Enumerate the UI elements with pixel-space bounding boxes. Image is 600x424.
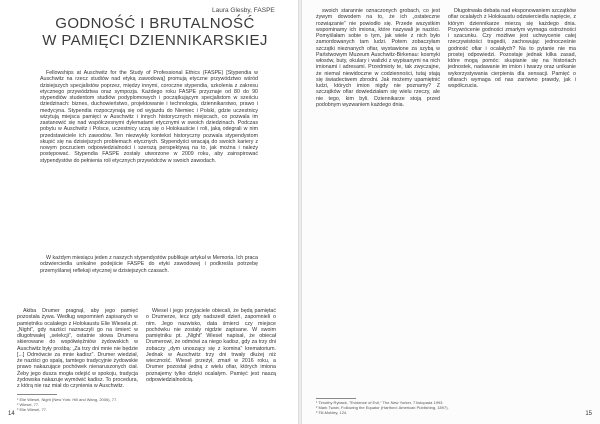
body-column-1 bbox=[17, 308, 138, 389]
body-column-4 bbox=[448, 8, 576, 89]
lead-paragraph bbox=[40, 70, 258, 167]
right-page bbox=[212, 0, 600, 424]
body-text: Wiesel i jego przyjaciele obiecali, że będą pamiętać o Drumerze, lecz gdy nadszedł dzień, zapomnieli o nim. Jego nazwisko, data śmierci czy miejsce pochówku nie zostały nigdzie zapisane. W swoim pamiętniku pt. „Night” Wiesel napisał, że obiecał Drumerowi, że odmówi za niego kadisz, gdy za trzy dni zobaczy „dym unoszący się z komina” krematorium. Jednak w Auschwitz trzy dni trwały dłużej niż wieczność. Wiesel przeżył, zmarł w 2016 roku, a Drumer pozostał jedną z wielu ofiar, których imiona poznajemy tylko dzięki ocalałym. Pamięć jest naszą odpowiedzialnością. bbox=[146, 308, 276, 383]
page-number-right: 15 bbox=[585, 411, 592, 417]
article-title bbox=[40, 15, 270, 49]
left-page bbox=[0, 0, 298, 424]
footnote: ¹ Timothy Ryback, "Evidence of Evil," The New Yorker, 7 listopada 1993. bbox=[316, 400, 444, 405]
author-byline: Laura Glesby, FASPE bbox=[212, 7, 275, 14]
footnote: ³ Tili-Mobley, 124. bbox=[316, 410, 348, 415]
footnote-rule bbox=[17, 394, 57, 395]
lead-text-2: W każdym miesiącu jeden z naszych stypendystów publikuje artykuł w Memoria. Ich praca odzwierciedla unikalne podejście FASPE do etyki zawodowej i podkreśla potrzebę przemyślanej refleksji etycznej w dzisiejszych czasach. bbox=[40, 255, 258, 274]
body-column-2 bbox=[146, 308, 276, 383]
footnote: ² Wiesel, 77. bbox=[17, 402, 40, 407]
lead-text: Fellowships at Auschwitz for the Study of Professional Ethics (FASPE) [Stypendia w Auschwitz na rzecz studiów nad etyką zawodową] promują etyczne przywództwo wśród dzisiejszych specjalistów poprzez, między innymi, coroczne stypendia, szkolenia z zakresu etycznego przywództwa oraz sympozja. Każdego roku FASPE przyznaje od 80 do 90 stypendiów studentom studiów podyplomowych i początkującym specjalistom w sześciu dziedzinach: biznes, duchowieństwo, projektowanie i technologia, dziennikarstwo, prawo i medycyna. Stypendia rozpoczynają się od wyjazdu do Niemiec i Polski, gdzie uczestnicy wizytują miejsca pamięci w Auschwitz i innych historycznych miejscach, co pozwala im zastanowić się nad współczesnymi dylematami etycznymi w swoich dziedzinach. Podczas pobytu w Auschwitz i Polsce, uczestnicy uczą się o Holokauście i roli, jaką odegrali w nim przedstawiciele ich zawodów. Ten niezwykły kontekst historyczny pozwala stypendystom skupić się na dzisiejszych problemach etycznych. Stypendyści wracają do swoich kariery z nowym poczuciem odpowiedzialności i szerszą perspektywą na to, jak można i należy postępować. Stypendia FASPE zostały utworzone w 2009 roku, aby zainspirować stypendystów do pełnienia roli etycznych przywódców w swoich zawodach. bbox=[40, 70, 258, 164]
title-line-2: W PAMIĘCI DZIENNIKARSKIEJ bbox=[42, 32, 268, 49]
footnotes-left bbox=[17, 397, 137, 412]
body-text: swoich starannie oznaczonych grobach, co jest żywym dowodem na to, że ich „ostateczne rozwiązanie” nie powiodło się. Przede wszystkim wspominamy ich imiona, które nazywali je naziści. Pomyślałam sobie o tym, jak wiele z nich było zamordowanych tam ludzi. Potem zobaczyłam szczątki nieznanych ofiar, wystawione za szybą w Państwowym Muzeum Auschwitz-Birkenau: kosmyki włosów, buty, okulary i walizki z wypisanymi na nich imionami i adresami. Przedmioty te, tak zwyczajne, że niemal niewidoczne w codzienności, tutaj stają się świadectwem zbrodni. Jak możemy upamiętnić ludzi, których imion nigdy nie poznamy? Z szczątków ofiar dowiedziałam się wielu rzeczy, ale nie tego, kim byli. Dziennikarze stoją przed podobnym wyzwaniem każdego dnia. bbox=[316, 8, 440, 108]
page-number-left: 14 bbox=[8, 411, 15, 417]
footnotes-right bbox=[316, 400, 576, 415]
body-text: Akiba Drumer pragnął, aby jego pamięć pozostała żywa. Według wspomnień zapisanych w pamiętniku ocalałego z Holokaustu Elie Wiesela pt. „Night”, gdy naziści naznaczyli go na śmierć w dlugotrwałej „selekcji”, ostatnie słowa Drumera skierowane do współwięźniów żydowskich w Auschwitz były prośbą: „Za trzy dni mnie nie będzie [...] Odmówcie za mnie kadisz”. Drumer wiedział, że naziści go spalą, tamtego tradycyjnie żydowskie prawo nakazujące pochówek nienaruszonych ciał. Żeby jego dusza mogła odejść w spokoju, tradycja żydowska nakazuje wymówić kadisz. To procedura, z którą nie raz miał do czynienia w Auschwitz. bbox=[17, 308, 138, 389]
title-line-1: GODNOŚĆ I BRUTALNOŚĆ bbox=[55, 15, 255, 32]
body-text: Długotrwała debata nad eksponowaniem szczątków ofiar ocalałych z Holokaustu odzwierciedla napięcie, z którym dziennikarze mierzą się każdego dnia. Przywrócenie godności zmarłym wymaga ostrożności i szacunku. Czy możliwe jest uchwycenie całej rzeczywistości tragedii, zachowując jednocześnie godność ofiar i ocalałych? Na to pytanie nie ma prostej odpowiedzi. Pozostaje jednak kilka zasad, które mogą pomóc: skupianie się na historiach jednostek, nadawanie im imion i twarzy oraz unikanie wykorzystywania cierpienia dla sensacji. Pamięć o ofiarach wymaga od nas zarówno prawdy, jak i współczucia. bbox=[448, 8, 576, 89]
lead-paragraph-2 bbox=[40, 255, 258, 277]
footnote: ¹ Elie Wiesel, Night (New York: Hill and Wang, 2006), 77. bbox=[17, 397, 118, 402]
body-column-3 bbox=[316, 8, 440, 108]
footnote: ² Mark Twain, Following the Equator (Hartford: American Publishing, 1897). bbox=[316, 405, 449, 410]
footnote-rule bbox=[316, 398, 356, 399]
footnote: ³ Elie Wiesel, 77. bbox=[17, 407, 48, 412]
